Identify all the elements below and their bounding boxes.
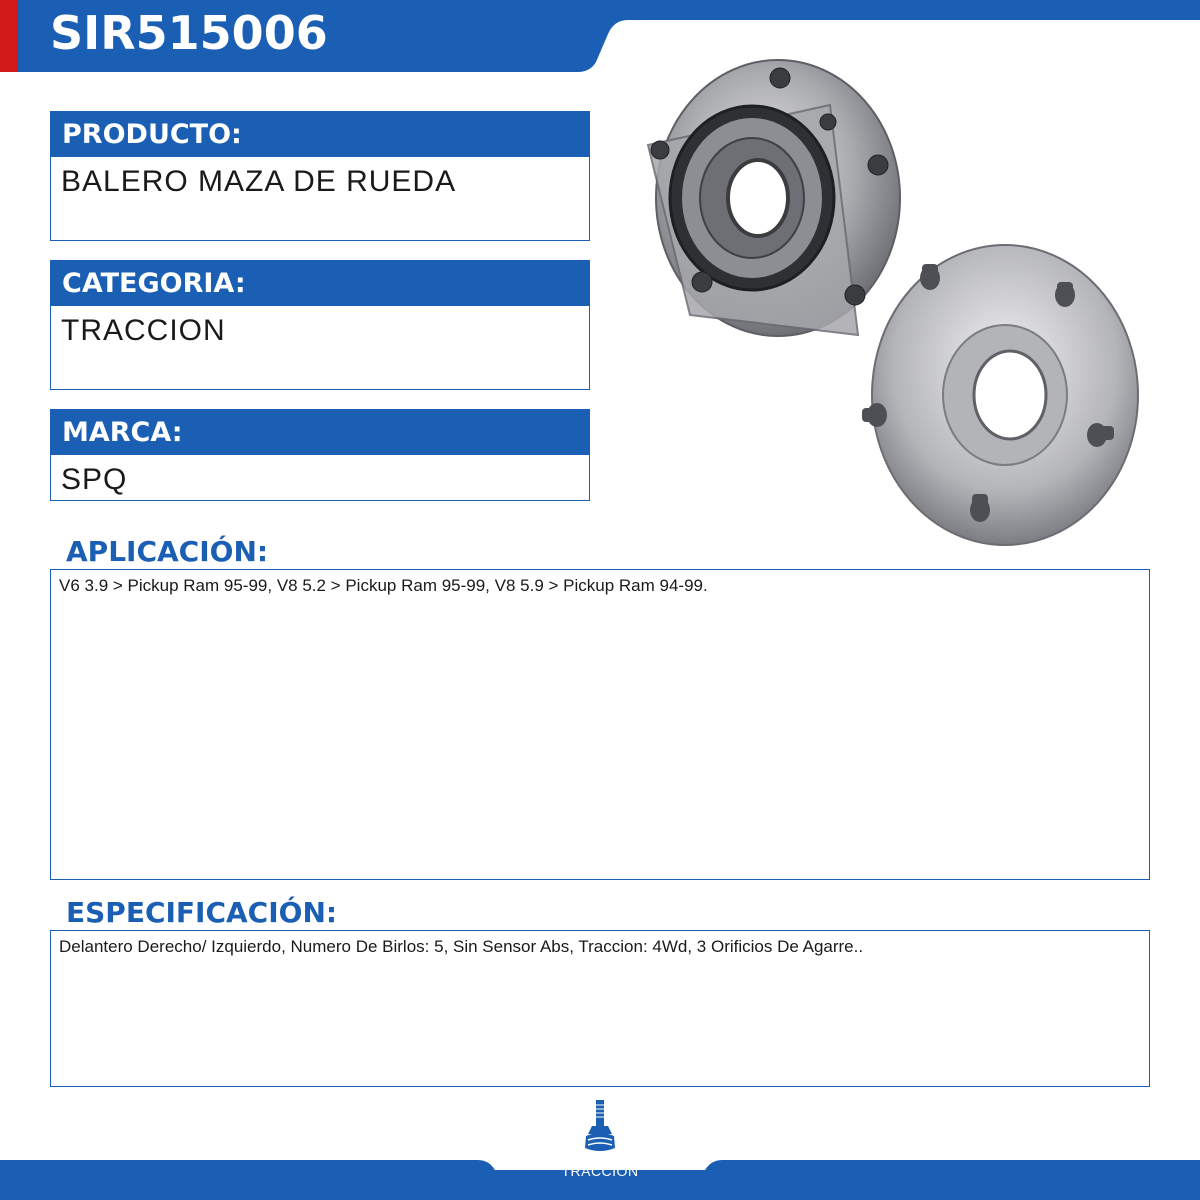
- categoria-value: TRACCION: [50, 306, 590, 390]
- categoria-box: [50, 260, 590, 390]
- producto-box: [50, 111, 590, 241]
- marca-label: MARCA:: [50, 409, 590, 455]
- part-number-title: SIR515006: [50, 6, 328, 60]
- hub-front: [648, 60, 900, 336]
- hub-rear: [862, 245, 1138, 545]
- marca-box: [50, 409, 590, 501]
- aplicacion-text: V6 3.9 > Pickup Ram 95-99, V8 5.2 > Pickup Ram 95-99, V8 5.9 > Pickup Ram 94-99.: [50, 569, 1150, 880]
- especificacion-title: ESPECIFICACIÓN:: [66, 896, 338, 929]
- marca-value: SPQ: [50, 455, 590, 501]
- especificacion-text: Delantero Derecho/ Izquierdo, Numero De Birlos: 5, Sin Sensor Abs, Traccion: 4Wd, 3 Orificios De Agarre..: [50, 930, 1150, 1087]
- red-accent-stripe: [0, 0, 18, 72]
- producto-value: BALERO MAZA DE RUEDA: [50, 157, 590, 241]
- product-image: [630, 50, 1150, 550]
- footer-category-label: TRACCIÓN: [561, 1163, 639, 1179]
- cv-joint-icon: [582, 1100, 618, 1162]
- aplicacion-title: APLICACIÓN:: [66, 535, 269, 568]
- producto-label: PRODUCTO:: [50, 111, 590, 157]
- categoria-label: CATEGORIA:: [50, 260, 590, 306]
